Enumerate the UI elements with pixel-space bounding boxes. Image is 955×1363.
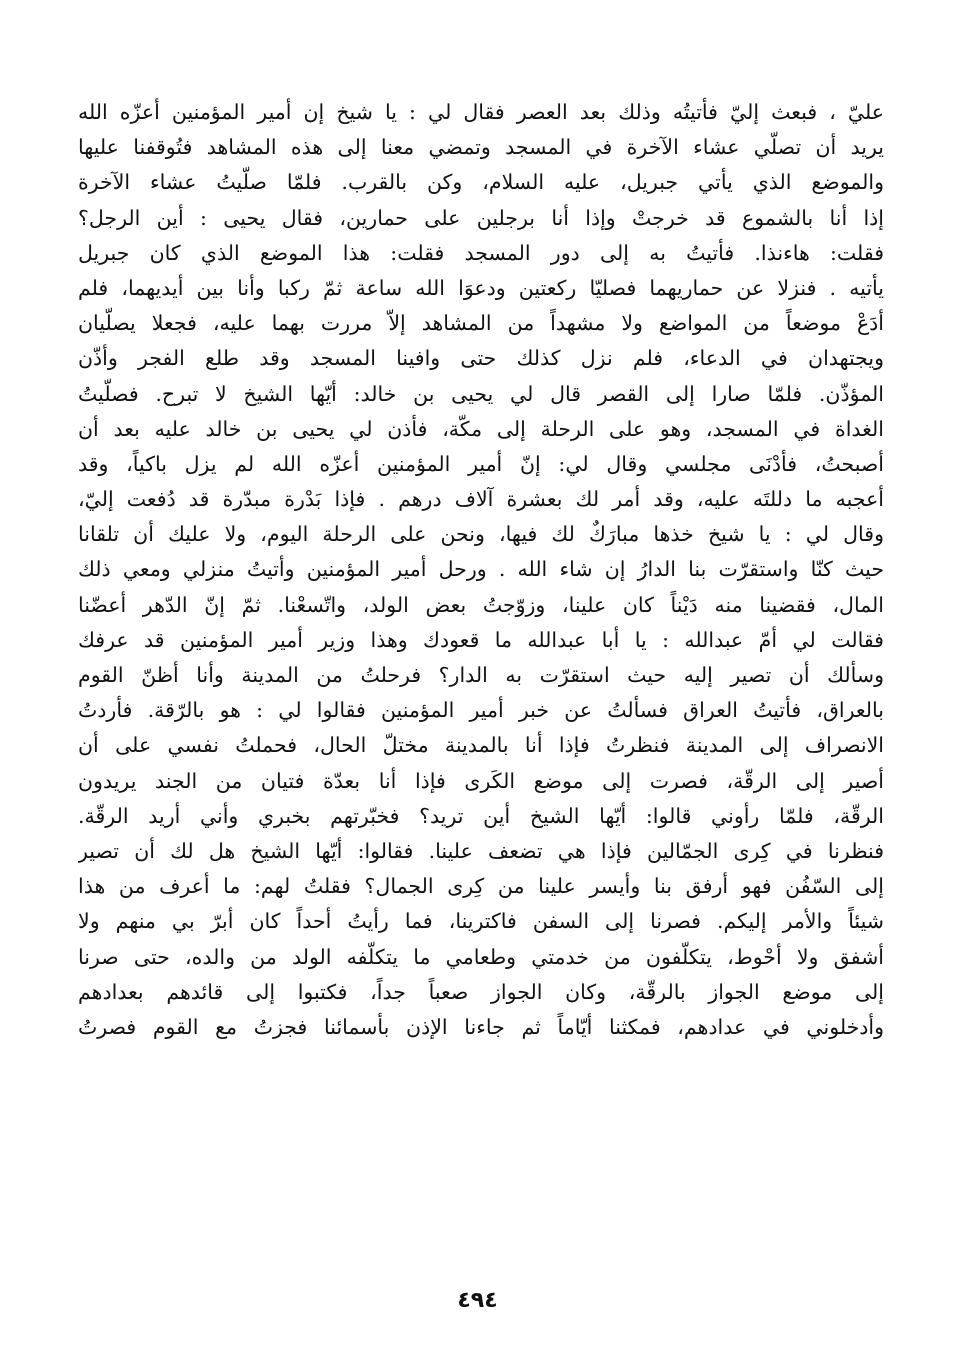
text-line-26: إلى موضع الجواز بالرقّة، وكان الجواز صعباً جداً، فكتبوا إلى قائدهم بعدادهم bbox=[78, 979, 884, 1004]
text-line-10: الغداة في المسجد، وهو على الرحلة إلى مكّة، فأذن لي يحيى بن خالد عليه بعد أن bbox=[78, 416, 884, 441]
text-line-20: أصير إلى الرقّة، فصرت إلى موضع الكَرى فإذا أنا بعدّة فتيان من الجند يريدون bbox=[78, 768, 884, 793]
body-text bbox=[78, 95, 884, 1045]
text-line-21: الرقّة، فلمّا رأوني قالوا: أيّها الشيخ أين تريد؟ فخبّرتهم بخبري وأني أريد الرقّة. bbox=[78, 803, 884, 828]
text-line-2: يريد أن تصلّي عشاء الآخرة في المسجد وتمضي معنا إلى هذه المشاهد فتُوقفنا عليها bbox=[78, 135, 884, 160]
text-line-17: وسألك أن تصير إليه حيث استقرّت به الدار؟ فرحلتُ من المدينة وأنا أظنّ القوم bbox=[78, 663, 884, 687]
text-line-6: يأتيه . فنزلا عن حماريهما فصليّا ركعتين ودعوَا الله ساعة ثمّ ركبا وأنا بين أيديهما، فلم bbox=[78, 275, 884, 300]
text-line-13: وقال لي : يا شيخ خذها مبارَكٌ لك فيها، ونحن على الرحلة اليوم، ولا عليك أن تلقانا bbox=[78, 522, 884, 547]
text-line-7: أدَعْ موضعاً من المواضع ولا مشهداً من المشاهد إلاّ مررت بهما عليه، فجعلا يصلّيان bbox=[78, 311, 884, 336]
text-line-12: أعجبه ما دللتَه عليه، وقد أمر لك بعشرة آلاف درهم . فإذا بَدْرة مبدّرة قد دُفعت إليّ، bbox=[78, 487, 884, 512]
text-line-25: أشفق ولا أحْوط، يتكلّفون من خدمتي وطعامي ما يتكلّفه الولد من والده، حتى صرنا bbox=[78, 944, 884, 969]
text-line-27: وأدخلوني في عدادهم، فمكثنا أيّاماً ثم جاءنا الإذن بأسمائنا فجزتُ مع القوم فصرتُ bbox=[78, 1014, 884, 1039]
text-line-18: بالعراق، فأتيتُ العراق فسألتُ عن خبر أمير المؤمنين فقالوا لي : هو بالرّقة. فأردتُ bbox=[78, 698, 884, 723]
text-line-24: شيئاً والأمر إليكم. فصرنا إلى السفن فاكترينا، فما رأيتُ أحداً كان أبرّ بي منهم ولا bbox=[78, 909, 884, 934]
text-line-9: المؤذّن. فلمّا صارا إلى القصر قال لي يحيى بن خالد: أيّها الشيخ لا تبرح. فصلّيتُ bbox=[78, 381, 884, 406]
page-number: ٤٩٤ bbox=[457, 1288, 498, 1313]
text-line-4: إذا أنا بالشموع قد خرجتْ وإذا أنا برجلين على حمارين، فقال يحيى : أين الرجل؟ bbox=[78, 205, 884, 230]
text-line-14: حيث كنّا واستقرّت بنا الدارُ إن شاء الله . ورحل أمير المؤمنين وأتيتُ منزلي ومعي ذلك bbox=[78, 557, 884, 582]
text-line-16: فقالت لي أمّ عبدالله : يا أبا عبدالله ما قعودك وهذا وزير أمير المؤمنين قد عرفك bbox=[78, 627, 884, 652]
text-line-8: ويجتهدان في الدعاء، فلم نزل كذلك حتى وافينا المسجد وقد طلع الفجر وأذّن bbox=[78, 346, 884, 371]
text-line-11: أصبحتُ، فأدْنَى مجلسي وقال لي: إنّ أمير المؤمنين أعزّه الله لم يزل باكياً، وقد bbox=[78, 451, 884, 476]
text-line-23: إلى السّفُن فهو أرفق بنا وأيسر علينا من كِرى الجمال؟ فقلتُ لهم: ما أعرف من هذا bbox=[78, 874, 884, 899]
text-line-22: فنظرنا في كِرى الجمّالين فإذا هي تضعف علينا. فقالوا: أيّها الشيخ هل لك أن تصير bbox=[78, 838, 884, 863]
text-line-1: عليّ ، فبعث إليّ فأتيتُه وذلك بعد العصر فقال لي : يا شيخ إن أمير المؤمنين أعزّه الله bbox=[78, 100, 884, 124]
text-line-19: الانصراف إلى المدينة فنظرتُ فإذا أنا بالمدينة مختلّ الحال، فحملتُ نفسي على أن bbox=[78, 733, 884, 758]
text-line-15: المال، فقضينا منه دَيْناً كان علينا، وزوّجتُ بعض الولد، واتّسعْنا. ثمّ إنّ الدّهر أعضّنا bbox=[78, 592, 884, 617]
text-line-3: والموضع الذي يأتي جبريل، عليه السلام، وكن بالقرب. فلمّا صلّيتُ عشاء الآخرة bbox=[78, 170, 884, 195]
text-line-5: فقلت: هاءنذا. فأتيتُ به إلى دور المسجد فقلت: هذا الموضع الذي كان جبريل bbox=[78, 240, 884, 265]
